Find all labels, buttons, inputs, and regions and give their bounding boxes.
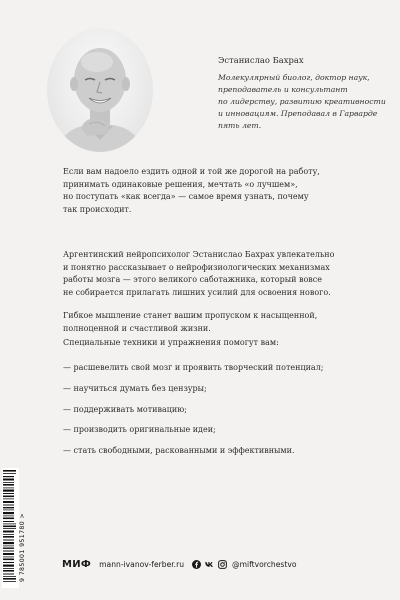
text-line: не собирается прилагать лишних усилий для освоения нового.	[63, 287, 331, 297]
text-line: Если вам надоело ездить одной и той же дорогой на работу,	[63, 167, 320, 176]
publisher-footer	[62, 557, 297, 571]
author-photo	[47, 28, 153, 152]
social-handle[interactable]: @miftvorchestvo	[232, 559, 297, 569]
list-item: — поддерживать мотивацию;	[63, 404, 187, 414]
isbn-number: 9 785001 951780 >	[19, 512, 26, 582]
barcode	[2, 468, 19, 588]
publisher-website-link[interactable]: mann-ivanov-ferber.ru	[99, 559, 185, 569]
text-line: но поступать «как всегда» — самое время узнать, почему	[63, 192, 309, 202]
list-item: — научиться думать без цензуры;	[63, 383, 207, 393]
author-bio-line: Молекулярный биолог, доктор наук,	[218, 73, 370, 82]
text-line: так происходит.	[63, 204, 132, 214]
text-line: Специальные техники и упражнения помогут вам:	[63, 338, 279, 347]
author-name: Эстанислао Бахрах	[218, 55, 304, 65]
list-item: — производить оригинальные идеи;	[63, 425, 216, 435]
author-bio-line: и инновациям. Преподавал в Гарварде	[218, 109, 378, 118]
text-line: Аргентинский нейропсихолог Эстанислао Бахрах увлекательно	[63, 250, 335, 259]
techniques-intro	[63, 337, 363, 350]
text-line: Гибкое мышление станет вашим пропуском к насыщенной,	[63, 311, 318, 320]
author-bio-line: преподаватель и консультант	[218, 85, 348, 94]
text-line: и понятно рассказывает о нейрофизиологических механизмах	[63, 262, 330, 272]
list-item: — стать свободными, раскованными и эффективными.	[63, 446, 295, 456]
text-line: работы мозга — этого великого саботажника, который вовсе	[63, 275, 323, 285]
text-line: принимать одинаковые решения, мечтать «о лучшем»,	[63, 179, 298, 189]
list-item: — расшевелить свой мозг и проявить творческий потенциал;	[63, 363, 324, 372]
instagram-icon[interactable]	[218, 560, 227, 569]
author-bio-line: пять лет.	[218, 121, 262, 130]
benefits-list	[63, 362, 363, 466]
author-bio	[218, 72, 386, 132]
intro-paragraph	[63, 166, 363, 216]
author-bio-line: по лидерству, развитию креативности	[218, 97, 386, 106]
facebook-icon[interactable]	[192, 560, 201, 569]
description-paragraph	[63, 249, 363, 299]
publisher-logo: МИФ	[62, 558, 92, 570]
vk-icon[interactable]	[205, 560, 214, 569]
benefit-paragraph	[63, 310, 363, 335]
text-line: полноценной и счастливой жизни.	[63, 323, 211, 333]
